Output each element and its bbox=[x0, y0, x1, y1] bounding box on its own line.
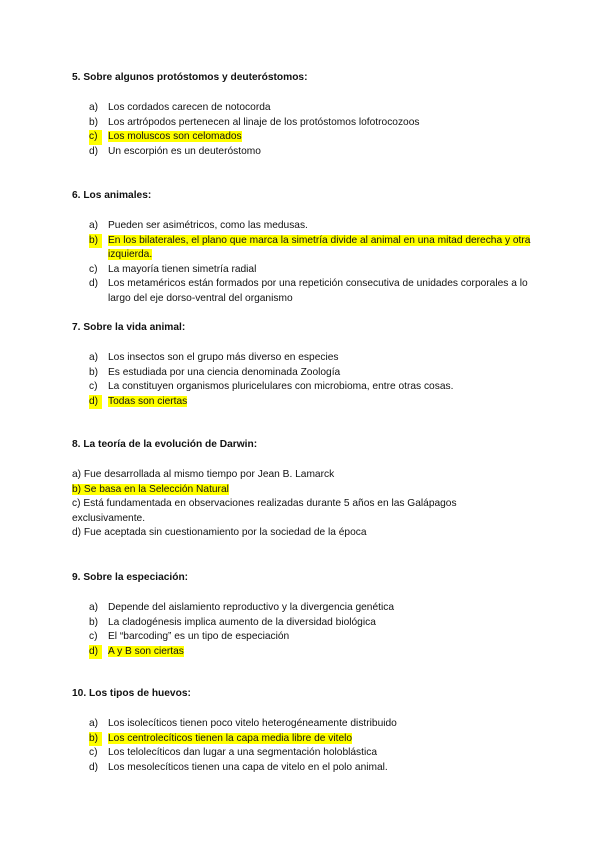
option-a: a) Fue desarrollada al mismo tiempo por Jean B. Lamarck bbox=[72, 469, 335, 480]
question-5 bbox=[72, 71, 532, 159]
option-b: b) Es estudiada por una ciencia denominada Zoología bbox=[89, 366, 341, 378]
option-d: d) Un escorpión es un deuteróstomo bbox=[89, 145, 261, 157]
question-7 bbox=[72, 321, 532, 409]
question-title: 6. Los animales: bbox=[72, 190, 152, 201]
option-a: a) Depende del aislamiento reproductivo y la divergencia genética bbox=[89, 602, 394, 613]
question-title: 7. Sobre la vida animal: bbox=[72, 322, 186, 333]
option-a: a) Los isolecíticos tienen poco vitelo heterogéneamente distribuido bbox=[89, 718, 397, 729]
option-d: d) Fue aceptada sin cuestionamiento por la sociedad de la época bbox=[72, 527, 367, 539]
option-d: d) Los mesolecíticos tienen una capa de vitelo en el polo animal. bbox=[89, 761, 388, 773]
option-c-highlighted: c) Los moluscos son celomados bbox=[72, 130, 532, 145]
option-b: b) La cladogénesis implica aumento de la diversidad biológica bbox=[89, 616, 376, 628]
option-a: a) Los cordados carecen de notocorda bbox=[89, 102, 271, 113]
option-a: a) Pueden ser asimétricos, como las medusas. bbox=[89, 220, 308, 231]
option-b-highlighted: b) Los centrolecíticos tienen la capa media libre de vitelo bbox=[72, 732, 532, 747]
option-c: c) La mayoría tienen simetría radial bbox=[89, 263, 257, 275]
option-d: d) Los metaméricos están formados por una repetición consecutiva de unidades corporales a lo largo del eje dorso-ventral del organismo bbox=[89, 278, 528, 304]
option-a: a) Los insectos son el grupo más diverso en especies bbox=[89, 352, 339, 363]
question-6 bbox=[72, 189, 532, 307]
option-c: c) Los telolecíticos dan lugar a una segmentación holoblástica bbox=[89, 747, 378, 759]
option-c: c) El “barcoding” es un tipo de especiación bbox=[89, 631, 290, 643]
option-d-highlighted: d) A y B son ciertas bbox=[72, 645, 532, 660]
question-title: 10. Los tipos de huevos: bbox=[72, 688, 191, 699]
option-c: c) Está fundamentada en observaciones realizadas durante 5 años en las Galápagos exclusivamente. bbox=[72, 498, 457, 524]
option-c: c) La constituyen organismos pluricelulares con microbioma, entre otras cosas. bbox=[89, 381, 454, 393]
option-b: b) Los artrópodos pertenecen al linaje de los protóstomos lofotrocozoos bbox=[89, 116, 420, 128]
question-title: 9. Sobre la especiación: bbox=[72, 572, 189, 583]
option-b-highlighted: b) En los bilaterales, el plano que marca la simetría divide al animal en una mitad derecha y otra izquierda. bbox=[89, 234, 531, 261]
question-title: 5. Sobre algunos protóstomos y deuteróstomos: bbox=[72, 72, 308, 83]
question-8 bbox=[72, 438, 532, 541]
question-10 bbox=[72, 687, 532, 775]
option-d-highlighted: d) Todas son ciertas bbox=[72, 395, 532, 410]
option-b-highlighted: b) Se basa en la Selección Natural bbox=[72, 483, 229, 495]
question-title: 8. La teoría de la evolución de Darwin: bbox=[72, 439, 258, 450]
question-9 bbox=[72, 571, 532, 659]
